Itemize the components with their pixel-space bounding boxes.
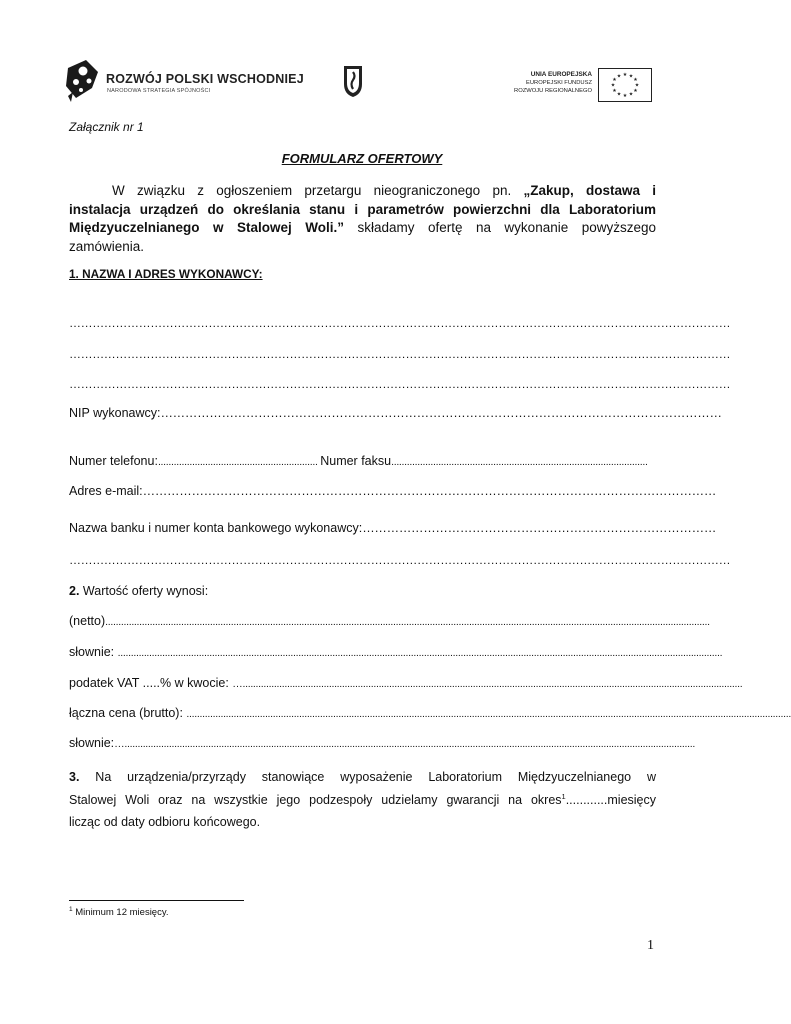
svg-text:★: ★ (616, 73, 622, 80)
gross-label: łączna cena (brutto): (69, 706, 187, 720)
svg-text:★: ★ (628, 91, 634, 98)
gross-words-label: słownie: (69, 736, 115, 750)
intro-continuation: składamy ofertę na wykonanie powyższego (343, 220, 656, 236)
left-logo-title: ROZWÓJ POLSKI WSCHODNIEJ (106, 72, 304, 86)
email-field[interactable]: Adres e-mail:…………………………………………………………………………………………………………………………… (69, 484, 717, 498)
section-2-title: Wartość oferty wynosi: (79, 584, 209, 598)
section-2-number: 2. (69, 584, 80, 598)
footnote-marker: 1 (69, 906, 73, 913)
svg-text:★: ★ (634, 82, 640, 89)
intro-text: W związku z ogłoszeniem przetargu nieograniczonego pn. (112, 183, 524, 198)
phone-label: Numer telefonu: (69, 454, 158, 468)
svg-text:★: ★ (616, 91, 622, 98)
gross-value-words-field[interactable]: słownie:….......................................................................................................................................................................................................................... (69, 736, 695, 750)
contractor-name-line-1[interactable]: ……………………………………………………………………………………………………………………………………………………… (69, 316, 731, 330)
section-2-heading (69, 584, 208, 598)
tender-name-end: Międzyuczelnianego w Stalowej Woli.” (69, 220, 344, 236)
fax-label: Numer faksu (320, 454, 392, 468)
section-3-line-3: licząc od daty odbioru końcowego. (69, 815, 261, 829)
gross-value-field[interactable]: łączna cena (brutto): ....................................................................................................................................................................................................................................... (69, 706, 791, 720)
footnote (69, 906, 169, 918)
section-1-heading: 1. NAZWA I ADRES WYKONAWCY: (69, 267, 263, 281)
page-number: 1 (647, 938, 654, 953)
svg-text:★: ★ (622, 93, 628, 99)
section-3-text-1: Na urządzenia/przyrządy stanowiące wyposażenie Laboratorium Międzyuczelnianego w (79, 770, 656, 784)
university-crest-logo (343, 64, 363, 103)
nip-label: NIP wykonawcy: (69, 406, 161, 420)
intro-line-1 (69, 182, 656, 201)
section-3-number: 3. (69, 770, 80, 784)
vat-field[interactable]: podatek VAT .....% w kwocie: …............................................................................................................................................................................................... (69, 676, 743, 690)
net-words-label: słownie: (69, 645, 118, 659)
net-value-words-field[interactable]: słownie: ....................................................................................................................................................................................................................................... (69, 645, 723, 659)
intro-line-3 (69, 219, 656, 238)
contractor-address-line[interactable]: ……………………………………………………………………………………………………………………………………………………… (69, 377, 731, 391)
svg-text:★: ★ (622, 72, 628, 78)
net-label: (netto) (69, 614, 106, 628)
eu-logo-line1: UNIA EUROPEJSKA (530, 71, 592, 78)
attachment-number: Załącznik nr 1 (69, 120, 144, 134)
email-label: Adres e-mail: (69, 484, 143, 498)
net-value-field[interactable]: (netto)....................................................................................................................................................................................................................................... (69, 614, 710, 628)
warranty-months-field[interactable]: ............miesięcy (565, 792, 656, 807)
svg-text:★: ★ (612, 77, 617, 83)
intro-paragraph (69, 182, 656, 256)
intro-line-2: instalacja urządzeń do określania stanu i parametrów powierzchni dla Laboratorium (69, 201, 656, 217)
rpw-emblem-icon (64, 58, 102, 104)
tender-name-start: „Zakup, dostawa i (523, 183, 656, 198)
eu-flag-icon (598, 68, 652, 102)
vat-label: podatek VAT .....% w kwocie: (69, 676, 233, 690)
footnote-text: Minimum 12 miesięcy. (72, 907, 169, 919)
footnote-divider (69, 900, 244, 901)
section-3-text-2: Stalowej Woli oraz na wszystkie jego podzespoły udzielamy gwarancji na okres (69, 792, 562, 807)
eu-logo-line2: EUROPEJSKI FUNDUSZ (525, 80, 592, 86)
eu-logo-text (494, 71, 592, 95)
bank-label: Nazwa banku i numer konta bankowego wykonawcy: (69, 521, 363, 535)
svg-text:★: ★ (628, 73, 634, 80)
bank-account-field[interactable]: Nazwa banku i numer konta bankowego wykonawcy:…………………………………………………………………………… (69, 521, 717, 535)
intro-line-4: zamówienia. (69, 238, 145, 254)
section-3-line-2 (69, 789, 656, 812)
bank-account-line-2[interactable]: ……………………………………………………………………………………………………………………………………………………… (69, 553, 731, 567)
rozwoj-polski-wschodniej-logo (64, 56, 304, 106)
eu-erdf-logo (494, 68, 652, 104)
svg-text:★: ★ (610, 82, 616, 89)
phone-fax-field[interactable]: Numer telefonu:............................................................. Numer faksu.................................................................................................. (69, 454, 648, 468)
section-3-line-1 (69, 766, 656, 789)
crest-icon (343, 64, 363, 98)
nip-field[interactable]: NIP wykonawcy:………………………………………………………………………………………………………………………… (69, 406, 722, 420)
svg-text:★: ★ (633, 88, 638, 94)
page-title: FORMULARZ OFERTOWY (281, 151, 443, 166)
left-logo-subtitle: NARODOWA STRATEGIA SPÓJNOŚCI (107, 88, 211, 94)
footnote-reference: 1 (561, 791, 566, 801)
eu-logo-line3: ROZWOJU REGIONALNEGO (514, 88, 592, 94)
svg-text:★: ★ (612, 88, 617, 94)
svg-text:★: ★ (633, 77, 638, 83)
section-3-paragraph (69, 766, 656, 834)
contractor-name-line-2[interactable]: ……………………………………………………………………………………………………………………………………………………… (69, 347, 731, 361)
